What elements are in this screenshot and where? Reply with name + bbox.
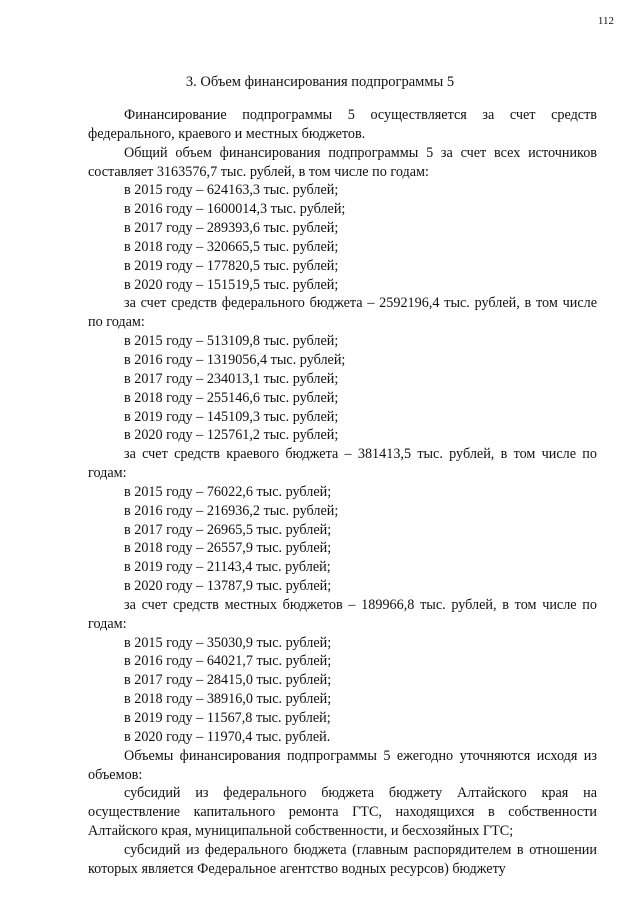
federal-year-item: в 2015 году – 513109,8 тыс. рублей; xyxy=(124,333,339,350)
total-year-item: в 2019 году – 177820,5 тыс. рублей; xyxy=(124,257,339,274)
total-year-item: в 2017 году – 289393,6 тыс. рублей; xyxy=(124,220,339,237)
federal-year-item: в 2019 году – 145109,3 тыс. рублей; xyxy=(124,408,339,425)
federal-year-item: в 2016 году – 1319056,4 тыс. рублей; xyxy=(124,351,346,368)
total-year-item: в 2018 году – 320665,5 тыс. рублей; xyxy=(124,238,339,255)
federal-year-item: в 2018 году – 255146,6 тыс. рублей; xyxy=(124,389,339,406)
local-year-item: в 2020 году – 11970,4 тыс. рублей. xyxy=(124,728,331,745)
page-number: 112 xyxy=(597,15,614,27)
local-year-item: в 2017 году – 28415,0 тыс. рублей; xyxy=(124,672,332,689)
regional-year-item: в 2020 году – 13787,9 тыс. рублей; xyxy=(124,578,332,595)
federal-year-item: в 2017 году – 234013,1 тыс. рублей; xyxy=(124,370,339,387)
federal-year-item: в 2020 году – 125761,2 тыс. рублей; xyxy=(124,427,339,444)
paragraph-intro: Финансирование подпрограммы 5 осуществляется за счет средств федерального, краевого и местных бюджетов. xyxy=(88,107,597,142)
local-year-item: в 2019 году – 11567,8 тыс. рублей; xyxy=(124,710,331,726)
regional-year-item: в 2016 году – 216936,2 тыс. рублей; xyxy=(124,502,339,519)
paragraph-federal: за счет средств федерального бюджета – 2592196,4 тыс. рублей, в том числе по годам: xyxy=(88,295,597,331)
paragraph-volumes: Объемы финансирования подпрограммы 5 ежегодно уточняются исходя из объемов: xyxy=(88,747,597,783)
total-year-item: в 2015 году – 624163,3 тыс. рублей; xyxy=(124,182,339,199)
local-year-item: в 2016 году – 64021,7 тыс. рублей; xyxy=(124,653,332,670)
regional-year-item: в 2019 году – 21143,4 тыс. рублей; xyxy=(124,559,331,576)
total-year-item: в 2020 году – 151519,5 тыс. рублей; xyxy=(124,276,339,293)
local-year-item: в 2015 году – 35030,9 тыс. рублей; xyxy=(124,634,332,651)
total-year-item: в 2016 году – 1600014,3 тыс. рублей; xyxy=(124,201,346,218)
regional-year-item: в 2017 году – 26965,5 тыс. рублей; xyxy=(124,521,332,538)
regional-year-item: в 2018 году – 26557,9 тыс. рублей; xyxy=(124,540,332,557)
regional-year-item: в 2015 году – 76022,6 тыс. рублей; xyxy=(124,483,332,500)
paragraph-regional: за счет средств краевого бюджета – 381413,5 тыс. рублей, в том числе по годам: xyxy=(88,446,597,482)
paragraph-subsidy-water-agency: субсидий из федерального бюджета (главным распорядителем в отношении которых является Федеральное агентство водных ресурсов) бюджету xyxy=(88,841,597,877)
section-body xyxy=(88,106,597,879)
local-year-item: в 2018 году – 38916,0 тыс. рублей; xyxy=(124,691,332,708)
paragraph-subsidy-capital-repair: субсидий из федерального бюджета бюджету Алтайского края на осуществление капитального ремонта ГТС, находящихся в собственности Алтайского края, муниципальной собственности, и бесхозяйных ГТС; xyxy=(88,785,597,840)
paragraph-local: за счет средств местных бюджетов – 189966,8 тыс. рублей, в том числе по годам: xyxy=(88,596,597,632)
section-title: 3. Объем финансирования подпрограммы 5 xyxy=(185,74,455,90)
paragraph-total: Общий объем финансирования подпрограммы 5 за счет всех источников составляет 3163576,7 тыс. рублей, в том числе по годам: xyxy=(88,144,597,180)
